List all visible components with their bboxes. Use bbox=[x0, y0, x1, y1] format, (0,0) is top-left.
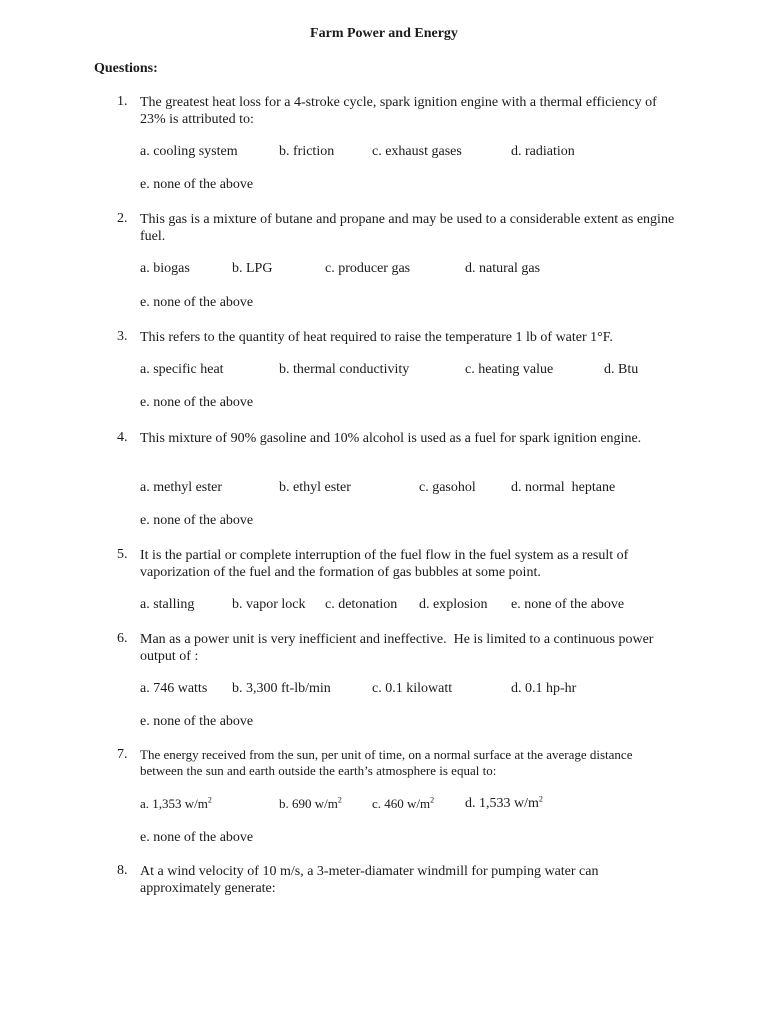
question-number: 4. bbox=[117, 430, 128, 445]
options-row bbox=[140, 295, 685, 312]
option-c: c. producer gas bbox=[325, 261, 411, 276]
option-e: e. none of the above bbox=[140, 395, 254, 410]
option-e: e. none of the above bbox=[140, 830, 254, 845]
option-b: b. thermal conductivity bbox=[279, 362, 410, 377]
option-c: c. 0.1 kilowatt bbox=[372, 681, 453, 696]
option-d: d. radiation bbox=[511, 144, 575, 159]
option-a: a. stalling bbox=[140, 597, 195, 612]
question-text: The greatest heat loss for a 4-stroke cycle, spark ignition engine with a thermal efficiency of 23% is attributed to: bbox=[140, 95, 657, 127]
question-number: 8. bbox=[117, 863, 128, 878]
options-row bbox=[140, 513, 685, 530]
question-number: 3. bbox=[117, 329, 128, 344]
option-d: d. 1,533 $w/m^2$ bbox=[465, 794, 543, 811]
question-text: This gas is a mixture of butane and propane and may be used to a considerable extent as engine fuel. bbox=[140, 212, 675, 244]
options-row bbox=[140, 480, 685, 497]
option-b: b. vapor lock bbox=[232, 597, 306, 612]
options-row bbox=[140, 261, 685, 278]
superscript-2: 2 bbox=[207, 795, 212, 805]
option-d: d. Btu bbox=[604, 362, 639, 377]
option-b: b. 3,300 ft-lb/min bbox=[232, 681, 331, 696]
option-b: b. friction bbox=[279, 144, 335, 159]
option-c: c. 460 $w/m^2$ bbox=[372, 795, 435, 811]
question-number: 5. bbox=[117, 547, 128, 562]
option-a: a. methyl ester bbox=[140, 480, 223, 495]
options-row bbox=[140, 144, 685, 161]
option-c: c. heating value bbox=[465, 362, 554, 377]
option-e: e. none of the above bbox=[140, 714, 254, 729]
option-b: b. 690 $w/m^2$ bbox=[279, 795, 342, 811]
option-d: d. explosion bbox=[419, 597, 488, 612]
options-row bbox=[140, 714, 685, 731]
option-d: d. normal heptane bbox=[511, 480, 616, 495]
question-text: Man as a power unit is very inefficient and ineffective. He is limited to a continuous power output of : bbox=[140, 632, 657, 664]
option-d: d. natural gas bbox=[465, 261, 541, 276]
option-d: d. 0.1 hp-hr bbox=[511, 681, 577, 696]
option-c: c. exhaust gases bbox=[372, 144, 462, 159]
option-b: b. LPG bbox=[232, 261, 273, 276]
question-text: This mixture of 90% gasoline and 10% alcohol is used as a fuel for spark ignition engine. bbox=[140, 431, 642, 446]
option-e: e. none of the above bbox=[140, 513, 254, 528]
option-c: c. detonation bbox=[325, 597, 398, 612]
option-a: a. cooling system bbox=[140, 144, 238, 159]
superscript-2: 2 bbox=[538, 794, 543, 804]
option-c: c. gasohol bbox=[419, 480, 476, 495]
question-text: It is the partial or complete interruption of the fuel flow in the fuel system as a result of vaporization of the fuel and the formation of gas bubbles at some point. bbox=[140, 548, 629, 580]
option-b: b. ethyl ester bbox=[279, 480, 351, 495]
question-number: 7. bbox=[117, 747, 128, 762]
question-number: 1. bbox=[117, 94, 128, 109]
question-text: At a wind velocity of 10 m/s, a 3-meter-diamater windmill for pumping water can approximately generate: bbox=[140, 864, 599, 896]
options-row bbox=[140, 681, 685, 698]
option-a: a. 1,353 $w/m^2$ bbox=[140, 795, 212, 811]
document-title: Farm Power and Energy bbox=[310, 26, 458, 41]
question-number: 6. bbox=[117, 631, 128, 646]
options-row bbox=[140, 597, 685, 614]
question-number: 2. bbox=[117, 211, 128, 226]
option-a: a. biogas bbox=[140, 261, 190, 276]
options-row bbox=[140, 830, 685, 847]
section-heading: Questions: bbox=[94, 61, 158, 76]
option-e: e. none of the above bbox=[511, 597, 625, 612]
option-a: a. specific heat bbox=[140, 362, 224, 377]
option-e: e. none of the above bbox=[140, 295, 254, 310]
options-row bbox=[140, 395, 685, 412]
option-a: a. 746 watts bbox=[140, 681, 208, 696]
option-e: e. none of the above bbox=[140, 177, 254, 192]
options-row bbox=[140, 362, 685, 379]
superscript-2: 2 bbox=[430, 795, 435, 805]
question-text: This refers to the quantity of heat required to raise the temperature 1 lb of water 1°F. bbox=[140, 330, 613, 345]
options-row bbox=[140, 177, 685, 194]
options-row bbox=[140, 796, 685, 813]
question-text: The energy received from the sun, per unit of time, on a normal surface at the average distance between the sun and earth outside the earth’s atmosphere is equal to: bbox=[140, 747, 633, 778]
superscript-2: 2 bbox=[337, 795, 342, 805]
